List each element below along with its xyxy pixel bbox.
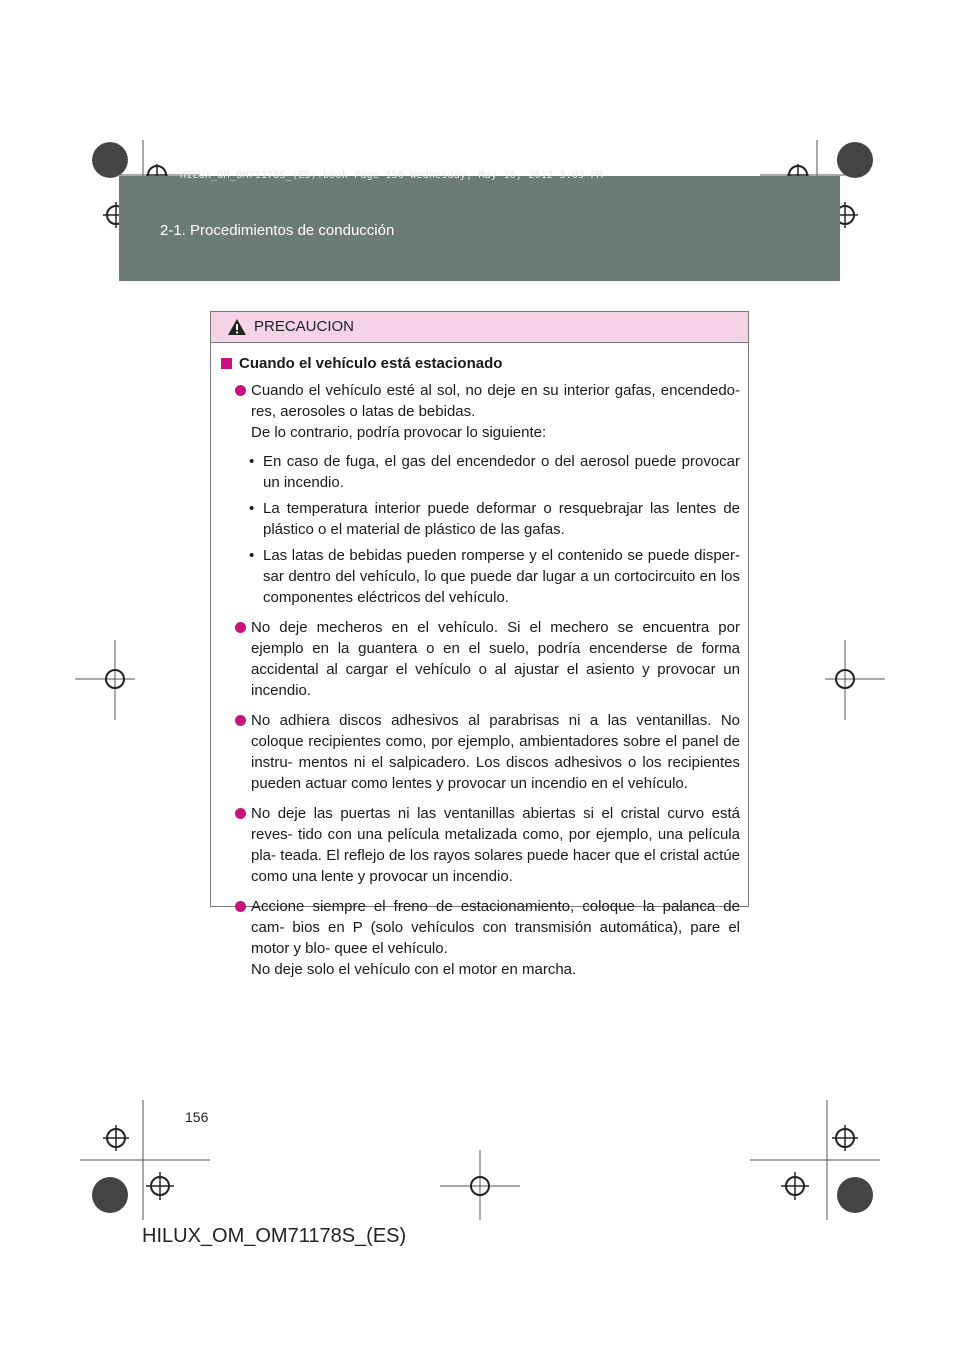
circle-bullet-icon — [235, 901, 246, 912]
dot-bullet-icon: • — [249, 453, 255, 470]
list-item: No deje las puertas ni las ventanillas abiertas si el cristal curvo está reves- tido con una película metalizada como, por ejemplo, una película pla- teada. El reflejo de los rayos solares puede hacer que el cristal actúe como una lente y provocar un incendio. — [221, 803, 740, 887]
section-title: 2-1. Procedimientos de conducción — [160, 222, 395, 239]
list-item: Cuando el vehículo esté al sol, no deje en su interior gafas, encendedo- res, aerosoles o latas de bebidas. De lo contrario, podría provocar lo siguiente: • En caso de fuga, el gas del encendedor o del aerosol puede provocar un incendio. • La temperatura interior puede deformar o resquebrajar las lentes de plástico o el material de plástico de las gafas. • Las latas de bebidas pueden romperse y el contenido se puede disper- sar dentro del vehículo, lo que puede dar lugar a un cortocircuito en los componentes eléctricos del vehículo. — [221, 380, 740, 608]
footer-document-code: HILUX_OM_OM71178S_(ES) — [142, 1225, 407, 1247]
sub-list-item: • Las latas de bebidas pueden romperse y el contenido se puede disper- sar dentro del vehículo, lo que puede dar lugar a un cortocircuito en los componentes eléctricos del vehículo. — [249, 547, 740, 606]
caution-box — [210, 311, 749, 978]
registration-mark-icon — [75, 640, 135, 720]
circle-bullet-icon — [235, 385, 246, 396]
caution-header — [211, 312, 748, 343]
circle-bullet-icon — [235, 808, 246, 819]
registration-mark-icon — [825, 640, 885, 720]
dot-bullet-icon: • — [249, 547, 255, 564]
sub-list-item: • En caso de fuga, el gas del encendedor o del aerosol puede provocar un incendio. — [249, 453, 740, 491]
caution-heading: Cuando el vehículo está estacionado — [221, 353, 740, 374]
page-number: 156 — [185, 1109, 209, 1125]
circle-bullet-icon — [235, 715, 246, 726]
list-item: Accione siempre el freno de estacionamiento, coloque la palanca de cam- bios en P (solo vehículos con transmisión automática), pare el motor y blo- quee el vehículo. No deje solo el vehículo con el motor en marcha. — [221, 896, 740, 980]
caution-body — [211, 343, 748, 980]
registration-mark-icon — [440, 1150, 520, 1220]
book-info-line: HILUX_OM_OM71178S_(ES).book Page 156 Wednesday, May 16, 2012 3:09 PM — [180, 170, 603, 181]
list-item: No adhiera discos adhesivos al parabrisas ni a las ventanillas. No coloque recipientes como, por ejemplo, ambientadores sobre el panel de instru- mentos ni el salpicadero. Los discos adhesivos o los recipientes pueden actuar como lentes y provocar un incendio en el vehículo. — [221, 710, 740, 794]
registration-mark-icon — [750, 1100, 880, 1220]
warning-triangle-icon — [227, 318, 247, 341]
caution-label: PRECAUCION — [254, 318, 355, 335]
list-item: No deje mecheros en el vehículo. Si el mechero se encuentra por ejemplo en la guantera o en el suelo, podría encenderse de forma accidental al cargar el vehículo o al ajustar el asiento y provocar un incendio. — [221, 617, 740, 701]
sub-list-item: • La temperatura interior puede deformar o resquebrajar las lentes de plástico o el material de plástico de las gafas. — [249, 500, 740, 538]
sub-list — [251, 451, 740, 608]
dot-bullet-icon: • — [249, 500, 255, 517]
square-bullet-icon — [221, 358, 232, 369]
circle-bullet-icon — [235, 622, 246, 633]
